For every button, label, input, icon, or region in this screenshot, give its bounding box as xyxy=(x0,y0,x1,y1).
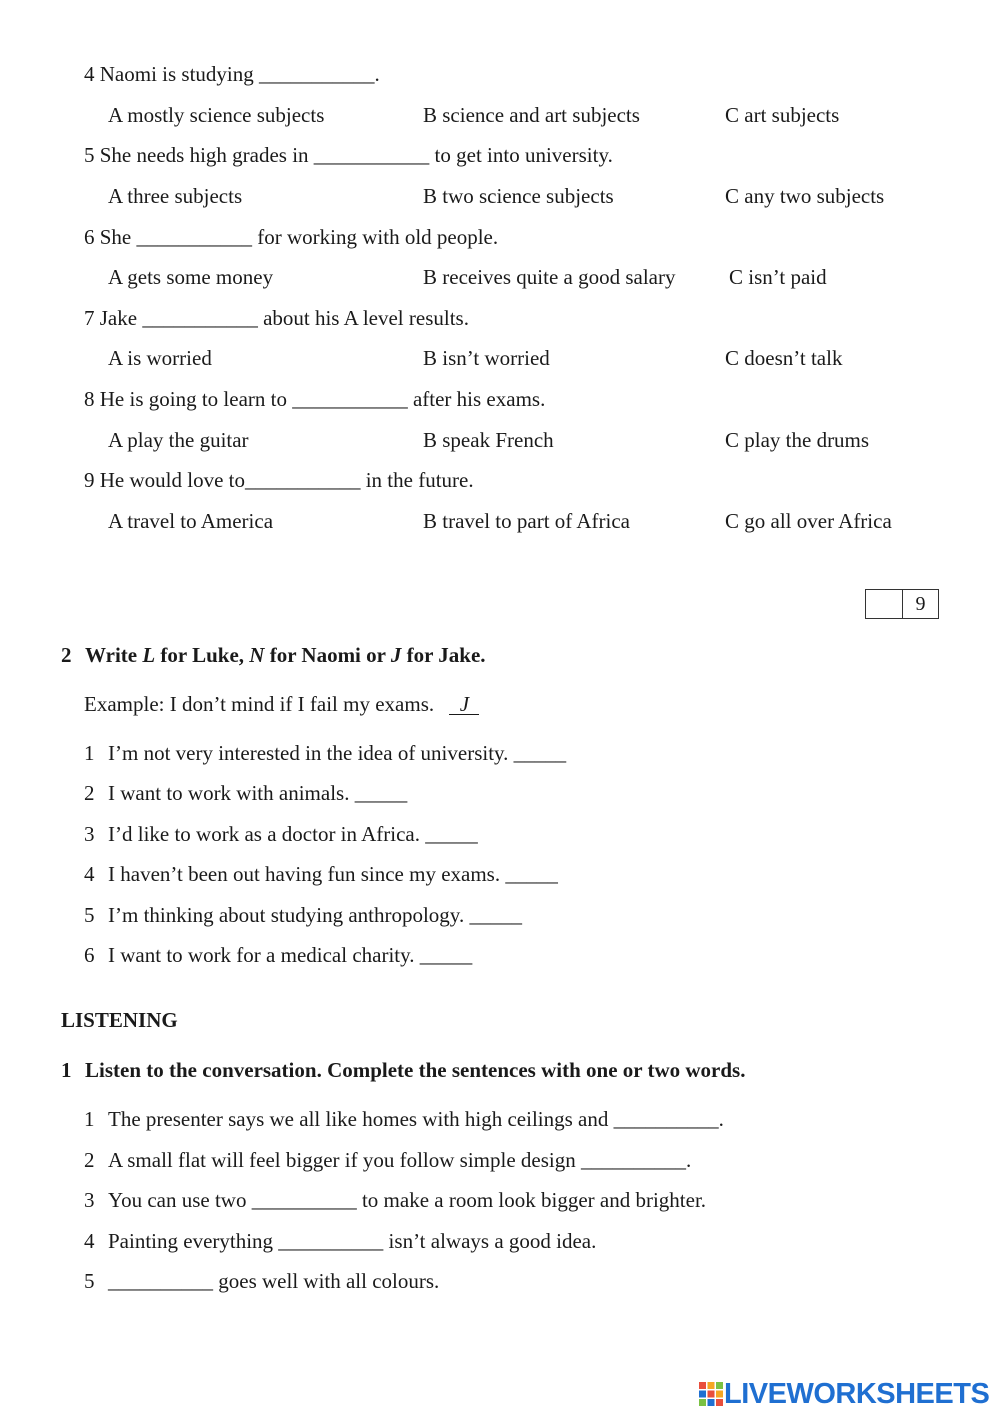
option-a[interactable]: A mostly science subjects xyxy=(108,103,325,127)
question-stem: 4 Naomi is studying ___________. xyxy=(84,62,380,86)
jake-letter: J xyxy=(390,643,402,667)
task2-item[interactable]: 5 I’m thinking about studying anthropology. _____ xyxy=(84,903,522,927)
option-b[interactable]: B two science subjects xyxy=(423,184,614,208)
option-b[interactable]: B travel to part of Africa xyxy=(423,509,631,533)
option-a[interactable]: A gets some money xyxy=(108,265,274,289)
listening-item[interactable]: 3 You can use two __________ to make a room look bigger and brighter. xyxy=(84,1188,707,1212)
task2-item[interactable]: 1 I’m not very interested in the idea of university. _____ xyxy=(84,741,567,765)
question-stem: 7 Jake ___________ about his A level results. xyxy=(84,306,469,330)
option-a[interactable]: A is worried xyxy=(108,346,212,370)
option-c[interactable]: C any two subjects xyxy=(725,184,885,208)
score-input[interactable] xyxy=(866,590,903,618)
task2-item[interactable]: 2 I want to work with animals. _____ xyxy=(84,781,408,805)
score-total: 9 xyxy=(915,593,926,615)
option-c[interactable]: C play the drums xyxy=(725,428,870,452)
task2-item[interactable]: 3 I’d like to work as a doctor in Africa. _____ xyxy=(84,822,478,846)
option-c[interactable]: C go all over Africa xyxy=(725,509,892,533)
example-answer: J xyxy=(459,692,470,716)
listening-heading: LISTENING xyxy=(61,1008,178,1032)
task2-item[interactable]: 4 I haven’t been out having fun since my exams. _____ xyxy=(84,862,558,886)
option-c[interactable]: C isn’t paid xyxy=(729,265,827,289)
option-c[interactable]: C doesn’t talk xyxy=(725,346,843,370)
option-a[interactable]: A three subjects xyxy=(108,184,243,208)
listening-instruction: 1 Listen to the conversation. Complete the sentences with one or two words. xyxy=(61,1058,746,1082)
example-text: Example: I don’t mind if I fail my exams. xyxy=(84,692,435,716)
score-box xyxy=(865,589,939,619)
luke-letter: L xyxy=(142,643,156,667)
task2-item[interactable]: 6 I want to work for a medical charity. _____ xyxy=(84,943,473,967)
task-number: 1 xyxy=(61,1058,72,1082)
logo-text: LIVEWORKSHEETS xyxy=(724,1377,990,1410)
question-stem: 6 She ___________ for working with old people. xyxy=(84,225,499,249)
option-b[interactable]: B science and art subjects xyxy=(423,103,640,127)
liveworksheets-logo[interactable] xyxy=(698,1378,989,1410)
listening-item[interactable]: 4 Painting everything __________ isn’t always a good idea. xyxy=(84,1229,597,1253)
naomi-letter: N xyxy=(249,643,265,667)
option-c[interactable]: C art subjects xyxy=(725,103,840,127)
task2-instruction: 2 Write L for Luke, N for Naomi or J for Jake. xyxy=(61,643,486,667)
option-a[interactable]: A play the guitar xyxy=(108,428,249,452)
question-stem: 9 He would love to___________ in the future. xyxy=(84,468,474,492)
task-number: 2 xyxy=(61,643,72,667)
option-b[interactable]: B speak French xyxy=(423,428,554,452)
question-stem: 8 He is going to learn to ___________ after his exams. xyxy=(84,387,546,411)
listening-item[interactable]: 5 __________ goes well with all colours. xyxy=(84,1269,440,1293)
liveworksheets-icon xyxy=(698,1381,724,1407)
listening-item[interactable]: 1 The presenter says we all like homes with high ceilings and __________. xyxy=(84,1107,724,1131)
listening-item[interactable]: 2 A small flat will feel bigger if you follow simple design __________. xyxy=(84,1148,692,1172)
example-line xyxy=(84,692,479,717)
option-b[interactable]: B receives quite a good salary xyxy=(423,265,676,289)
option-a[interactable]: A travel to America xyxy=(108,509,274,533)
question-stem: 5 She needs high grades in ___________ to get into university. xyxy=(84,143,613,167)
option-b[interactable]: B isn’t worried xyxy=(423,346,550,370)
